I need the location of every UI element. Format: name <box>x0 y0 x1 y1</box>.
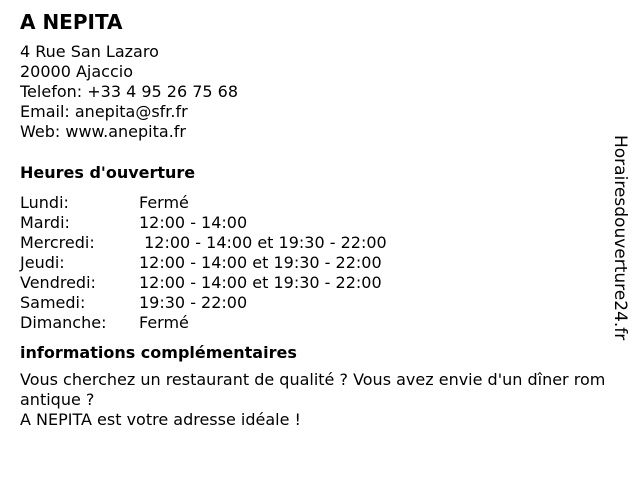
time-value: 12:00 - 14:00 <box>139 213 248 232</box>
additional-info-text <box>20 370 610 430</box>
business-card <box>20 10 610 430</box>
opening-hours-heading: Heures d'ouverture <box>20 163 196 182</box>
info-text-line: Vous cherchez un restaurant de qualité ? Vous avez envie d'un dîner romantique ? <box>20 370 606 409</box>
phone-number: Telefon: +33 4 95 26 75 68 <box>20 82 239 101</box>
hours-row-samedi <box>20 293 610 313</box>
day-label: Jeudi: <box>20 253 65 272</box>
time-value: 12:00 - 14:00 et 19:30 - 22:00 <box>139 253 382 272</box>
business-name: A NEPITA <box>20 10 123 34</box>
website: Web: www.anepita.fr <box>20 122 186 141</box>
hours-row-dimanche <box>20 313 610 333</box>
hours-row-lundi <box>20 193 610 213</box>
hours-row-vendredi <box>20 273 610 293</box>
opening-hours-table <box>20 193 610 333</box>
site-watermark: Horairesdouverture24.fr <box>610 135 630 341</box>
time-value: Fermé <box>139 313 189 332</box>
additional-info-heading: informations complémentaires <box>20 343 297 362</box>
day-label: Vendredi: <box>20 273 96 292</box>
hours-row-mercredi <box>20 233 610 253</box>
day-label: Samedi: <box>20 293 86 312</box>
time-value: 12:00 - 14:00 et 19:30 - 22:00 <box>139 233 387 252</box>
day-label: Dimanche: <box>20 313 107 332</box>
hours-row-jeudi <box>20 253 610 273</box>
email-address: Email: anepita@sfr.fr <box>20 102 188 121</box>
time-value: 12:00 - 14:00 et 19:30 - 22:00 <box>139 273 382 292</box>
info-text-line: A NEPITA est votre adresse idéale ! <box>20 410 301 429</box>
time-value: Fermé <box>139 193 189 212</box>
day-label: Mardi: <box>20 213 70 232</box>
address-city: 20000 Ajaccio <box>20 62 134 81</box>
time-value: 19:30 - 22:00 <box>139 293 248 312</box>
day-label: Mercredi: <box>20 233 95 252</box>
hours-row-mardi <box>20 213 610 233</box>
address-street: 4 Rue San Lazaro <box>20 42 159 61</box>
day-label: Lundi: <box>20 193 69 212</box>
